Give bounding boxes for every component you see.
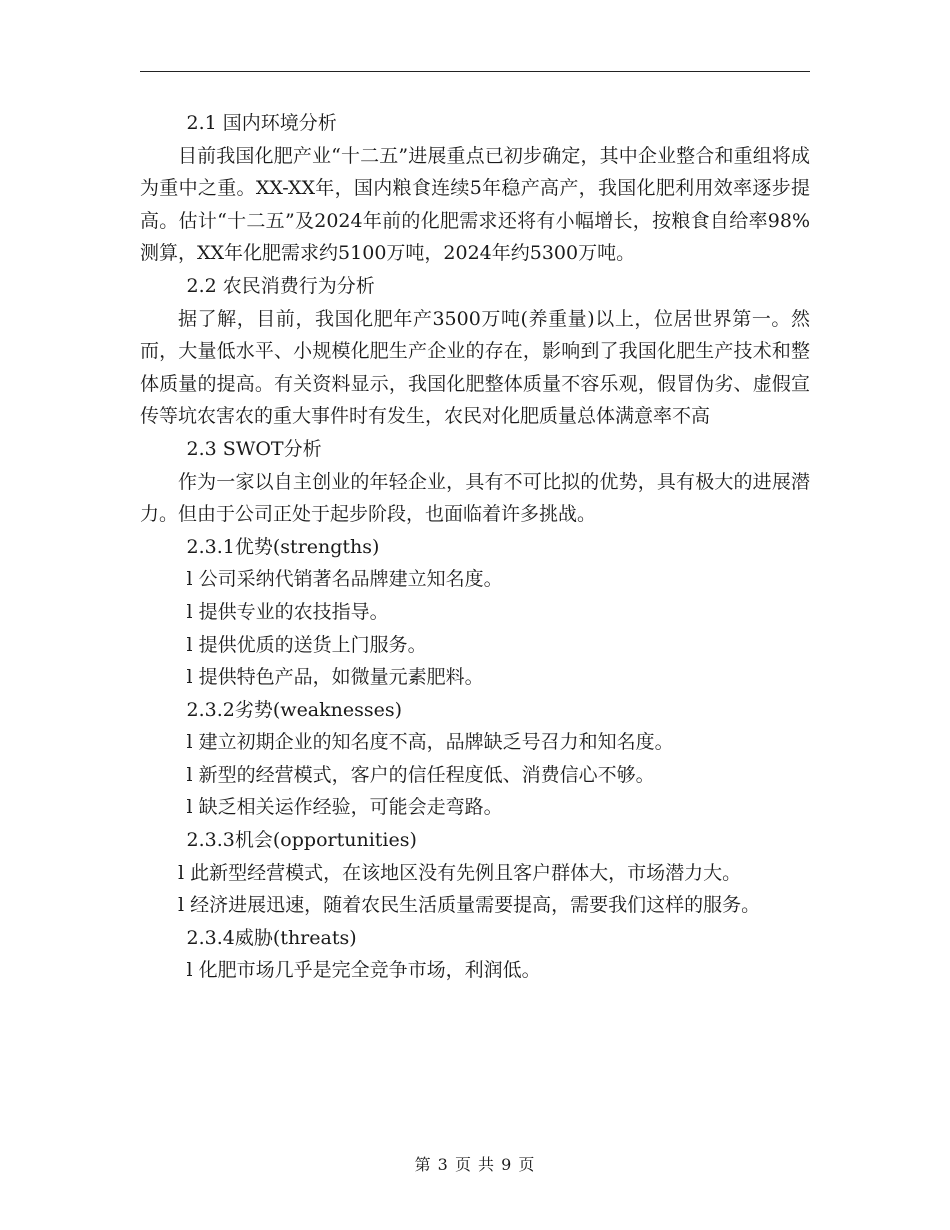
list-item: l 提供特色产品，如微量元素肥料。 <box>186 666 484 689</box>
list-item: l 缺乏相关运作经验，可能会走弯路。 <box>186 796 503 819</box>
list-item: l 公司采纳代销著名品牌建立知名度。 <box>186 568 503 591</box>
body-paragraph: 目前我国化肥产业“十二五”进展重点已初步确定，其中企业整合和重组将成为重中之重。XX-XX年，国内粮食连续5年稳产高产，我国化肥利用效率逐步提高。估计“十二五”及2024年前的化肥需求还将有小幅增长，按粮食自给率98%测算，XX年化肥需求约5100万吨，2024年约5300万吨。 <box>140 144 810 265</box>
list-item: l 新型的经营模式，客户的信任程度低、消费信心不够。 <box>186 763 655 786</box>
list-item: l 提供优质的送货上门服务。 <box>186 633 427 656</box>
section-heading: 2.3.4威胁(threats) <box>186 926 357 949</box>
list-item: l 此新型经营模式，在该地区没有先例且客户群体大，市场潜力大。 <box>178 861 742 884</box>
section-heading: 2.1 国内环境分析 <box>186 112 337 134</box>
section-heading: 2.3 SWOT分析 <box>186 437 322 460</box>
header-rule <box>140 71 810 72</box>
section-heading: 2.3.3机会(opportunities) <box>186 829 417 852</box>
body-paragraph: 据了解，目前，我国化肥年产3500万吨(养重量)以上，位居世界第一。然而，大量低水平、小规模化肥生产企业的存在，影响到了我国化肥生产技术和整体质量的提高。有关资料显示，我国化肥整体质量不容乐观，假冒伪劣、虚假宣传等坑农害农的重大事件时有发生，农民对化肥质量总体满意率不高 <box>140 307 810 428</box>
page-number: 第 3 页 共 9 页 <box>414 1155 536 1174</box>
list-item: l 建立初期企业的知名度不高，品牌缺乏号召力和知名度。 <box>186 731 674 754</box>
list-item: l 化肥市场几乎是完全竞争市场，利润低。 <box>186 959 541 982</box>
section-heading: 2.3.2劣势(weaknesses) <box>186 698 403 721</box>
document-body <box>140 107 810 987</box>
list-item: l 经济进展迅速，随着农民生活质量需要提高，需要我们这样的服务。 <box>178 894 761 917</box>
body-paragraph: 作为一家以自主创业的年轻企业，具有不可比拟的优势，具有极大的进展潜力。但由于公司正处于起步阶段，也面临着许多挑战。 <box>140 470 810 526</box>
section-heading: 2.3.1优势(strengths) <box>186 535 380 558</box>
list-item: l 提供专业的农技指导。 <box>186 600 389 623</box>
section-heading: 2.2 农民消费行为分析 <box>186 274 375 297</box>
